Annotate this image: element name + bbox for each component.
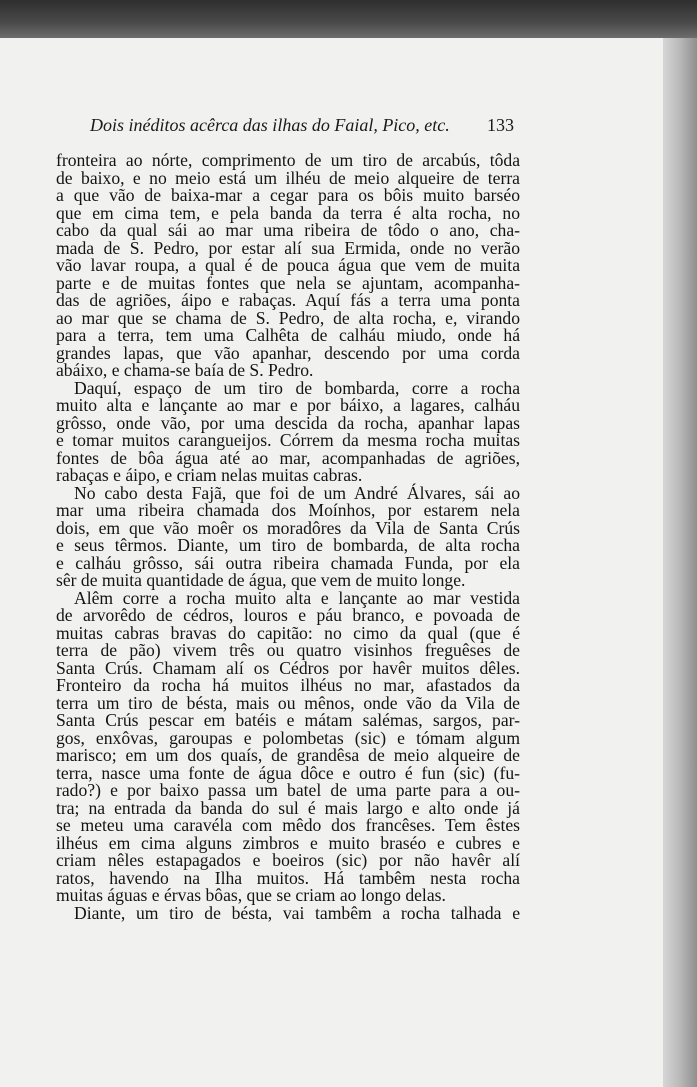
text-line: tra; na entrada da banda do sul é mais largo e alto onde já	[56, 797, 520, 818]
text-line: muitas cabras bravas do capitão: no cimo da qual (que é	[56, 622, 520, 643]
text-line: de baixo, e no meio está um ilhéu de meio alqueire de terra	[56, 167, 520, 188]
text-line: Santa Crús pescar em batéis e mátam salémas, sargos, par-	[56, 710, 520, 730]
text-line: Fronteiro da rocha há muitos ilhéus no mar, afastados da	[56, 675, 520, 695]
text-line: ratos, havendo na Ilha muitos. Há tambêm nesta rocha	[56, 867, 520, 888]
text-line: fronteira ao nórte, comprimento de um tiro de arcabús, tôda	[56, 150, 520, 170]
text-line: abáixo, e chama-se baía de S. Pedro.	[56, 360, 314, 380]
text-line: rado?) e por baixo passa um batel de uma parte para a ou-	[56, 780, 520, 800]
text-line: se meteu uma caravéla com mêdo dos francêses. Tem êstes	[56, 815, 520, 835]
text-line: para a terra, tem uma Calhêta de calháu miudo, onde há	[56, 325, 520, 345]
text-line: grôsso, onde vão, por uma descida da rocha, apanhar lapas	[56, 412, 520, 433]
text-line: terra de pão) vivem três ou quatro visinhos freguêses de	[56, 640, 520, 660]
text-line: parte e de muitas fontes que nela se ajuntam, acompanha-	[56, 272, 520, 293]
text-line: das de agriões, áipo e rabaças. Aquí fás a terra uma ponta	[56, 290, 520, 310]
text-line: e seus têrmos. Diante, um tiro de bombarda, de alta rocha	[56, 535, 520, 555]
scan-top-edge	[0, 0, 697, 38]
book-gutter	[663, 38, 697, 1087]
text-line: fontes de bôa água até ao mar, acompanhadas de agriões,	[56, 447, 520, 468]
text-line: ao mar que se chama de S. Pedro, de alta rocha, e, virando	[56, 307, 520, 328]
text-line: gos, enxôvas, garoupas e polombetas (sic) e tómam algum	[56, 727, 520, 748]
text-line: ilhéus em cima alguns zimbros e muito braséo e cubres e	[56, 832, 520, 853]
text-line: de arvorêdo de cédros, louros e páu branco, e povoada de	[56, 605, 520, 625]
text-line: Daquí, espaço de um tiro de bombarda, corre a rocha	[74, 377, 520, 398]
body-text	[56, 152, 520, 922]
running-head-title: Dois inéditos acêrca das ilhas do Faial, Pico, etc.	[90, 115, 450, 135]
text-line: marisco; em um dos quaís, de grandêsa de meio alqueire de	[56, 745, 520, 765]
text-line: criam nêles estapagados e boeiros (sic) por não havêr alí	[56, 850, 520, 870]
text-line: vão lavar roupa, a qual é de pouca água que vem de muita	[56, 255, 520, 275]
text-line: e tomar muitos carangueijos. Córrem da mesma rocha muitas	[56, 430, 520, 450]
text-line: cabo da qual sái ao mar uma ribeira de tôdo o ano, cha-	[56, 220, 520, 240]
text-line: a que vão de baixa-mar a cegar para os bôis muito barséo	[56, 185, 520, 205]
text-line: e calháu grôsso, sái outra ribeira chamada Funda, por ela	[56, 552, 520, 573]
text-line: Diante, um tiro de bésta, vai tambêm a rocha talhada e	[74, 902, 520, 923]
text-line: Alêm corre a rocha muito alta e lançante ao mar vestida	[74, 587, 520, 608]
text-line: grandes lapas, que vão apanhar, descendo por uma corda	[56, 342, 520, 363]
text-line: muito alta e lançante ao mar e por báixo, a lagares, calháu	[56, 395, 520, 415]
text-line: Santa Crús. Chamam alí os Cédros por havêr muitos dêles.	[56, 657, 520, 678]
text-line: mada de S. Pedro, por estar alí sua Ermida, onde no verão	[56, 237, 520, 258]
text-line: sêr de muita quantidade de água, que vem de muito longe.	[56, 570, 466, 590]
text-line: terra, nasce uma fonte de água dôce e outro é fun (sic) (fu-	[56, 762, 520, 783]
text-line: terra um tiro de bésta, mais ou mênos, onde vão da Vila de	[56, 692, 520, 713]
text-line: que em cima tem, e pela banda da terra é alta rocha, no	[56, 202, 520, 223]
text-line: dois, em que vão moêr os moradôres da Vila de Santa Crús	[56, 517, 520, 538]
text-line: muitas águas e érvas bôas, que se criam ao longo delas.	[56, 885, 446, 905]
text-line: rabaças e áipo, e criam nelas muitas cabras.	[56, 465, 363, 485]
page-number: 133	[487, 115, 514, 135]
running-head	[90, 115, 514, 136]
text-line: mar uma ribeira chamada dos Moínhos, por estarem nela	[56, 500, 520, 520]
text-line: No cabo desta Fajã, que foi de um André Álvares, sái ao	[74, 482, 520, 503]
